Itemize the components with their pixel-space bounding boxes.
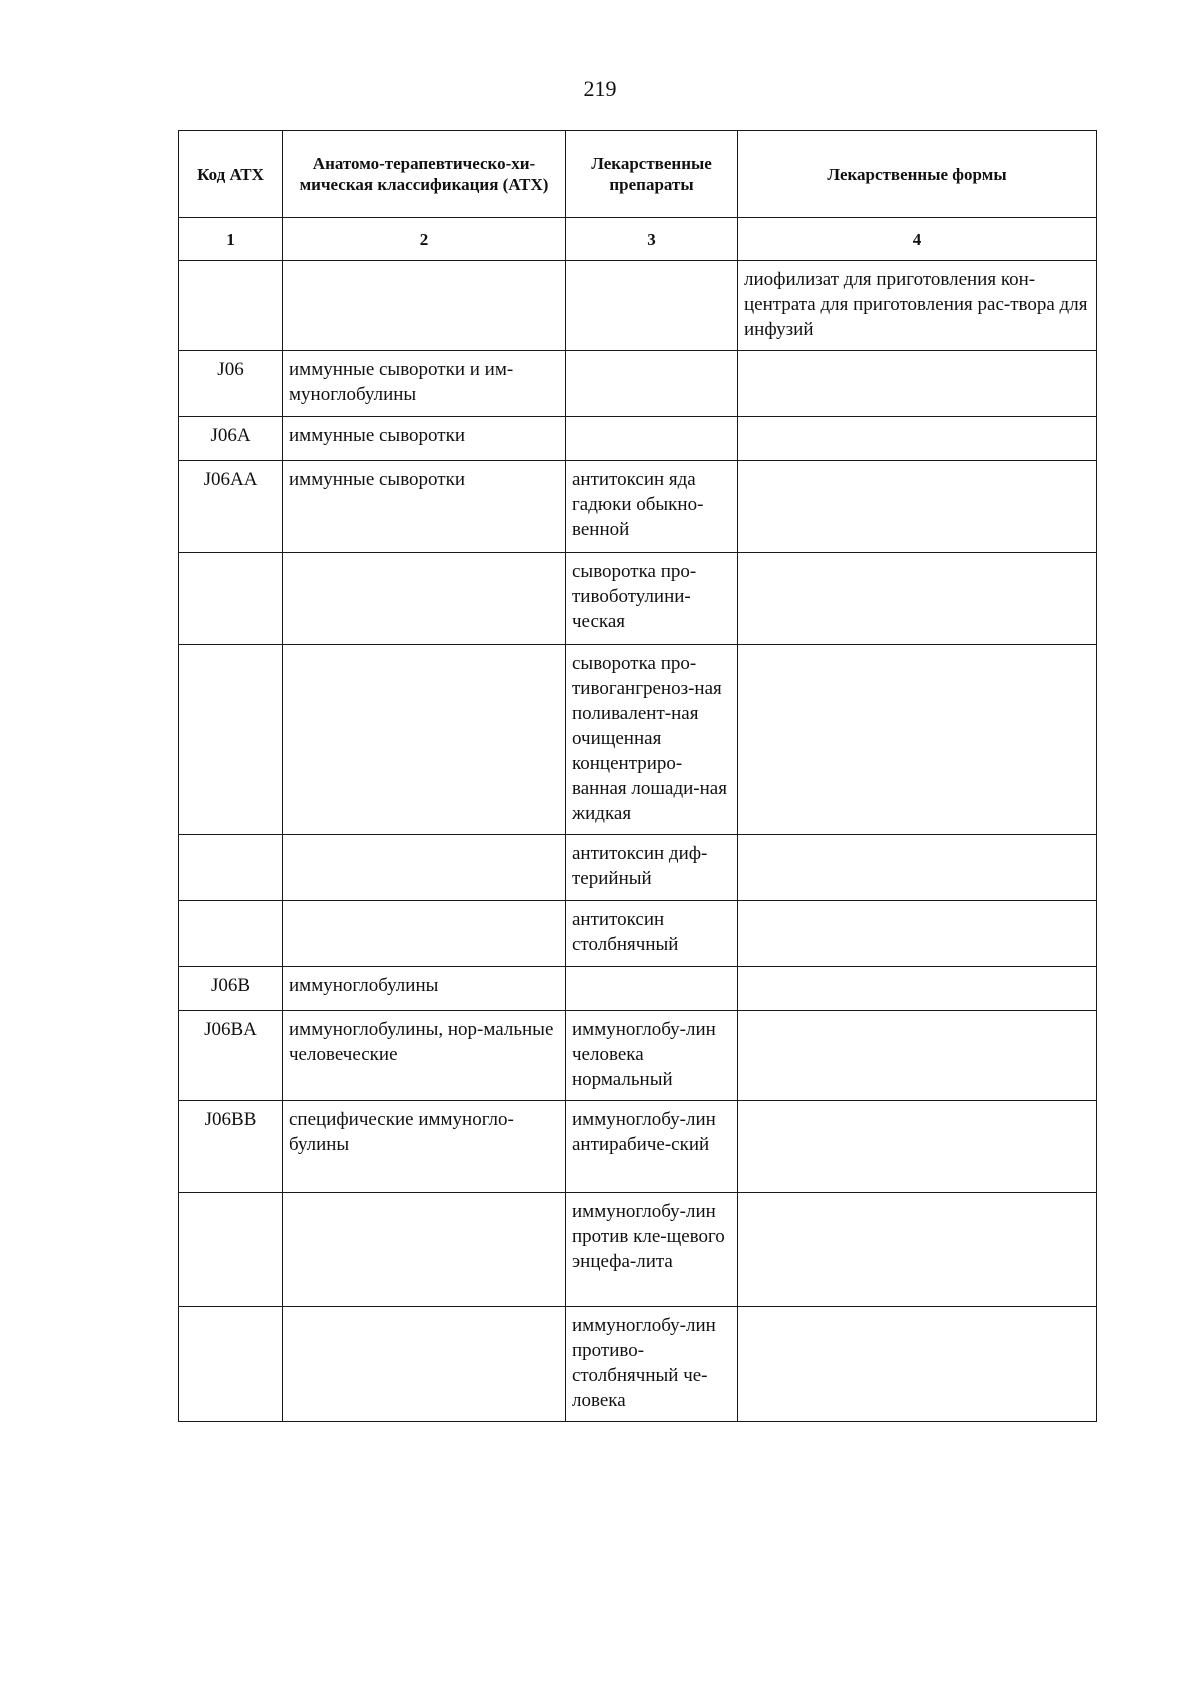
atx-code-cell	[179, 261, 283, 351]
header-row	[179, 131, 1097, 218]
classification-cell	[283, 645, 566, 835]
drug-cell	[566, 261, 738, 351]
form-cell	[738, 1307, 1097, 1422]
form-cell	[738, 351, 1097, 417]
atx-code-cell: J06B	[179, 967, 283, 1011]
column-number-row	[179, 218, 1097, 261]
header-code: Код АТХ	[179, 131, 283, 218]
atx-code-cell: J06BB	[179, 1101, 283, 1193]
table-row	[179, 1307, 1097, 1422]
column-number: 3	[566, 218, 738, 261]
form-cell	[738, 553, 1097, 645]
classification-cell	[283, 261, 566, 351]
column-number: 1	[179, 218, 283, 261]
header-drugs: Лекарственные препараты	[566, 131, 738, 218]
drug-cell	[566, 351, 738, 417]
table-row	[179, 461, 1097, 553]
drug-cell: иммуноглобу-лин человека нормальный	[566, 1011, 738, 1101]
atx-code-cell: J06	[179, 351, 283, 417]
atx-code-cell	[179, 553, 283, 645]
drug-cell: антитоксин диф-терийный	[566, 835, 738, 901]
atx-code-cell: J06BA	[179, 1011, 283, 1101]
atx-code-cell	[179, 901, 283, 967]
table-row	[179, 1011, 1097, 1101]
classification-cell	[283, 1307, 566, 1422]
header-classification: Анатомо-терапевтическо-хи-мическая классификация (АТХ)	[283, 131, 566, 218]
classification-cell	[283, 901, 566, 967]
drug-cell: антитоксин столбнячный	[566, 901, 738, 967]
table-row	[179, 1193, 1097, 1307]
classification-cell: иммунные сыворотки	[283, 417, 566, 461]
table-body	[179, 261, 1097, 1422]
form-cell	[738, 1101, 1097, 1193]
atx-code-cell	[179, 835, 283, 901]
form-cell	[738, 417, 1097, 461]
atx-code-cell	[179, 1193, 283, 1307]
classification-cell: иммунные сыворотки	[283, 461, 566, 553]
table-row	[179, 417, 1097, 461]
table-row	[179, 261, 1097, 351]
form-cell	[738, 645, 1097, 835]
form-cell	[738, 461, 1097, 553]
classification-cell: иммуноглобулины	[283, 967, 566, 1011]
atx-table	[178, 130, 1097, 1422]
drug-cell	[566, 967, 738, 1011]
atx-code-cell	[179, 1307, 283, 1422]
drug-cell	[566, 417, 738, 461]
form-cell	[738, 967, 1097, 1011]
column-number: 4	[738, 218, 1097, 261]
form-cell	[738, 1193, 1097, 1307]
form-cell	[738, 901, 1097, 967]
atx-code-cell	[179, 645, 283, 835]
header-forms: Лекарственные формы	[738, 131, 1097, 218]
table-row	[179, 351, 1097, 417]
classification-cell: специфические иммуногло-булины	[283, 1101, 566, 1193]
classification-cell	[283, 553, 566, 645]
drug-cell: антитоксин яда гадюки обыкно-венной	[566, 461, 738, 553]
drug-cell: иммуноглобу-лин антирабиче-ский	[566, 1101, 738, 1193]
classification-cell	[283, 835, 566, 901]
column-number: 2	[283, 218, 566, 261]
table-row	[179, 1101, 1097, 1193]
page-number: 219	[583, 76, 617, 101]
table-row	[179, 645, 1097, 835]
drug-cell: сыворотка про-тивоботулини-ческая	[566, 553, 738, 645]
classification-cell: иммунные сыворотки и им-муноглобулины	[283, 351, 566, 417]
drug-cell: иммуноглобу-лин противо-столбнячный че-ловека	[566, 1307, 738, 1422]
table-row	[179, 835, 1097, 901]
form-cell: лиофилизат для приготовления кон-центрата для приготовления рас-твора для инфузий	[738, 261, 1097, 351]
table-row	[179, 901, 1097, 967]
atx-code-cell: J06A	[179, 417, 283, 461]
table-row	[179, 553, 1097, 645]
drug-cell: сыворотка про-тивогангреноз-ная поливалент-ная очищенная концентриро-ванная лошади-ная жидкая	[566, 645, 738, 835]
form-cell	[738, 835, 1097, 901]
classification-cell: иммуноглобулины, нор-мальные человеческие	[283, 1011, 566, 1101]
form-cell	[738, 1011, 1097, 1101]
drug-cell: иммуноглобу-лин против кле-щевого энцефа-лита	[566, 1193, 738, 1307]
atx-code-cell: J06AA	[179, 461, 283, 553]
classification-cell	[283, 1193, 566, 1307]
table-row	[179, 967, 1097, 1011]
